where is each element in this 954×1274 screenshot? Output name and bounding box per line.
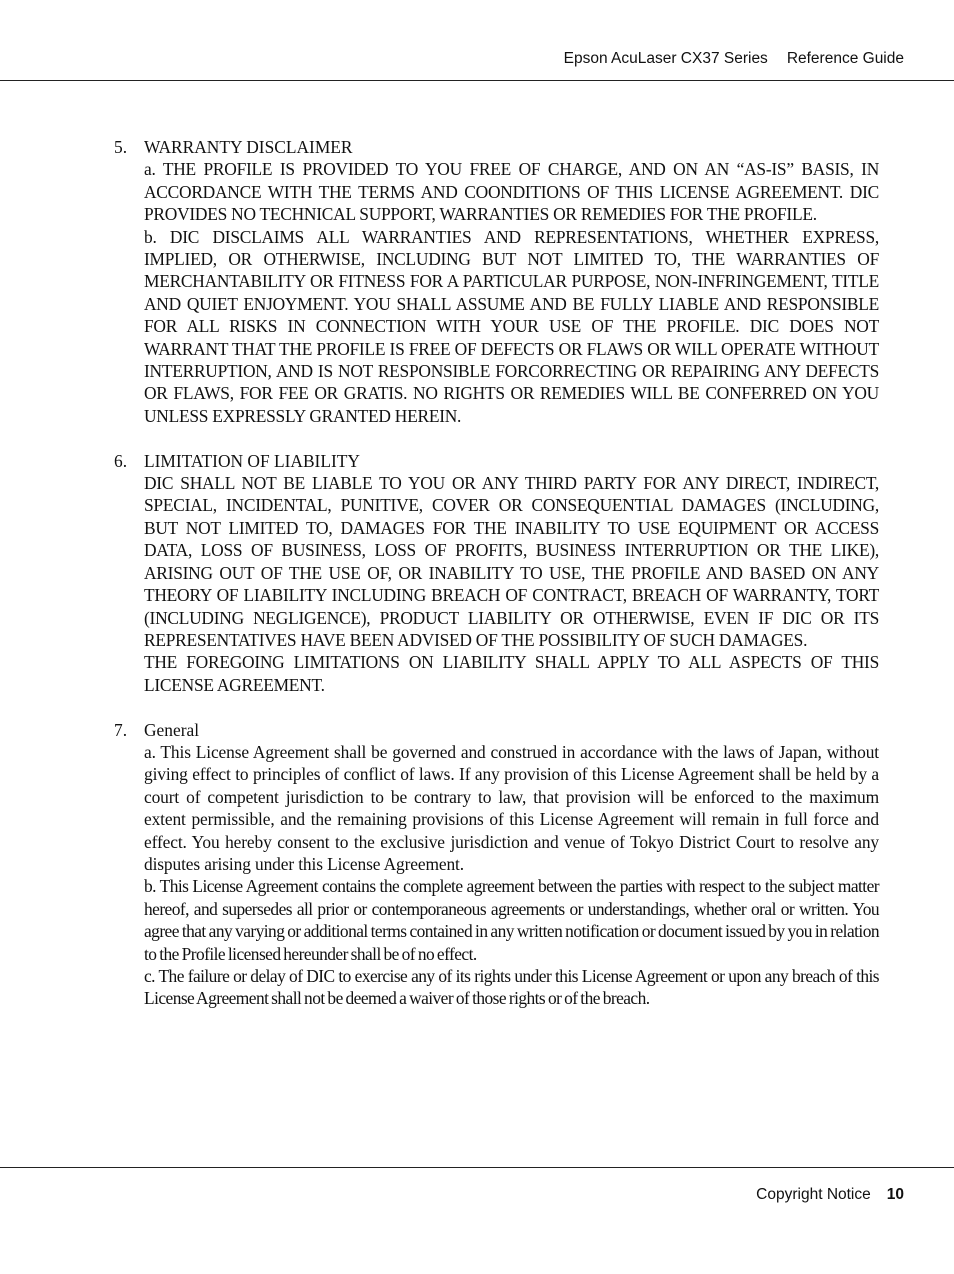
header-divider (0, 80, 954, 81)
section-paragraph: DIC SHALL NOT BE LIABLE TO YOU OR ANY THIRD PARTY FOR ANY DIRECT, INDIRECT, SPECIAL, INCIDENTAL, PUNITIVE, COVER OR CONSEQUENTIAL DAMAGES (INCLUDING, BUT NOT LIMITED TO, DAMAGES FOR THE INABILITY TO USE EQUIPMENT OR ACCESS DATA, LOSS OF BUSINESS, LOSS OF PROFITS, BUSINESS INTERRUPTION OR THE LIKE), ARISING OUT OF THE USE OF, OR INABILITY TO USE, THE PROFILE AND BASED ON ANY THEORY OF LIABILITY INCLUDING BREACH OF CONTRACT, BREACH OF WARRANTY, TORT (INCLUDING NEGLIGENCE), PRODUCT LIABILITY OR OTHERWISE, EVEN IF DIC OR ITS REPRESENTATIVES HAVE BEEN ADVISED OF THE POSSIBILITY OF SUCH DAMAGES. (144, 473, 879, 650)
section-number: 6. (114, 450, 128, 471)
section-limitation-of-liability (114, 450, 879, 696)
section-paragraph: THE FOREGOING LIMITATIONS ON LIABILITY SHALL APPLY TO ALL ASPECTS OF THIS LICENSE AGREEMENT. (144, 652, 879, 695)
header-guide-title: Reference Guide (786, 50, 904, 67)
page-header (564, 50, 904, 68)
section-paragraph: b. This License Agreement contains the complete agreement between the parties with respect to the subject matter hereof, and supersedes all prior or contemporaneous agreements or understandings, whether oral or written. You agree that any varying or additional terms contained in any written notification or document issued by you in relation to the Profile licensed hereunder shall be of no effect. (144, 876, 879, 964)
section-paragraph: b. DIC DISCLAIMS ALL WARRANTIES AND REPRESENTATIONS, WHETHER EXPRESS, IMPLIED, OR OTHERWISE, INCLUDING BUT NOT LIMITED TO, THE WARRANTIES OF MERCHANTABILITY OR FITNESS FOR A PARTICULAR PURPOSE, NON-INFRINGEMENT, TITLE AND QUIET ENJOYMENT. YOU SHALL ASSUME AND BE FULLY LIABLE AND RESPONSIBLE FOR ALL RISKS IN CONNECTION WITH YOUR USE OF THE PROFILE. DIC DOES NOT WARRANT THAT THE PROFILE IS FREE OF DEFECTS OR FLAWS OR WILL OPERATE WITHOUT INTERRUPTION, AND IS NOT RESPONSIBLE FORCORRECTING OR REPAIRING ANY DEFECTS OR FLAWS, FOR FEE OR GRATIS. NO RIGHTS OR REMEDIES WILL BE CONFERRED ON YOU UNLESS EXPRESSLY GRANTED HEREIN. (144, 226, 879, 426)
footer-section-name: Copyright Notice (756, 1186, 871, 1203)
page-number: 10 (886, 1186, 904, 1203)
footer-divider (0, 1167, 954, 1168)
section-general (114, 719, 879, 1010)
document-body (114, 136, 879, 1010)
header-product-title: Epson AcuLaser CX37 Series (563, 50, 768, 67)
section-paragraph: a. THE PROFILE IS PROVIDED TO YOU FREE OF CHARGE, AND ON AN “AS-IS” BASIS, IN ACCORDANCE WITH THE TERMS AND COONDITIONS OF THIS LICENSE AGREEMENT. DIC PROVIDES NO TECHNICAL SUPPORT, WARRANTIES OR REMEDIES FOR THE PROFILE. (144, 159, 879, 225)
section-paragraph: c. The failure or delay of DIC to exercise any of its rights under this License Agreement or upon any breach of this License Agreement shall not be deemed a waiver of those rights or of the breach. (144, 966, 879, 1009)
section-number: 5. (114, 137, 128, 157)
section-title: WARRANTY DISCLAIMER (144, 137, 353, 157)
section-number: 7. (114, 719, 128, 740)
section-title: LIMITATION OF LIABILITY (144, 450, 360, 471)
page-footer (756, 1186, 904, 1204)
section-warranty-disclaimer (114, 136, 879, 427)
section-paragraph: a. This License Agreement shall be governed and construed in accordance with the laws of Japan, without giving effect to principles of conflict of laws. If any provision of this License Agreement shall be held by a court of competent jurisdiction to be contrary to law, that provision will be enforced to the maximum extent permissible, and the remaining provisions of this License Agreement will remain in full force and effect. You hereby consent to the exclusive jurisdiction and venue of Tokyo District Court to resolve any disputes arising under this License Agreement. (144, 741, 879, 874)
section-title: General (144, 719, 200, 740)
